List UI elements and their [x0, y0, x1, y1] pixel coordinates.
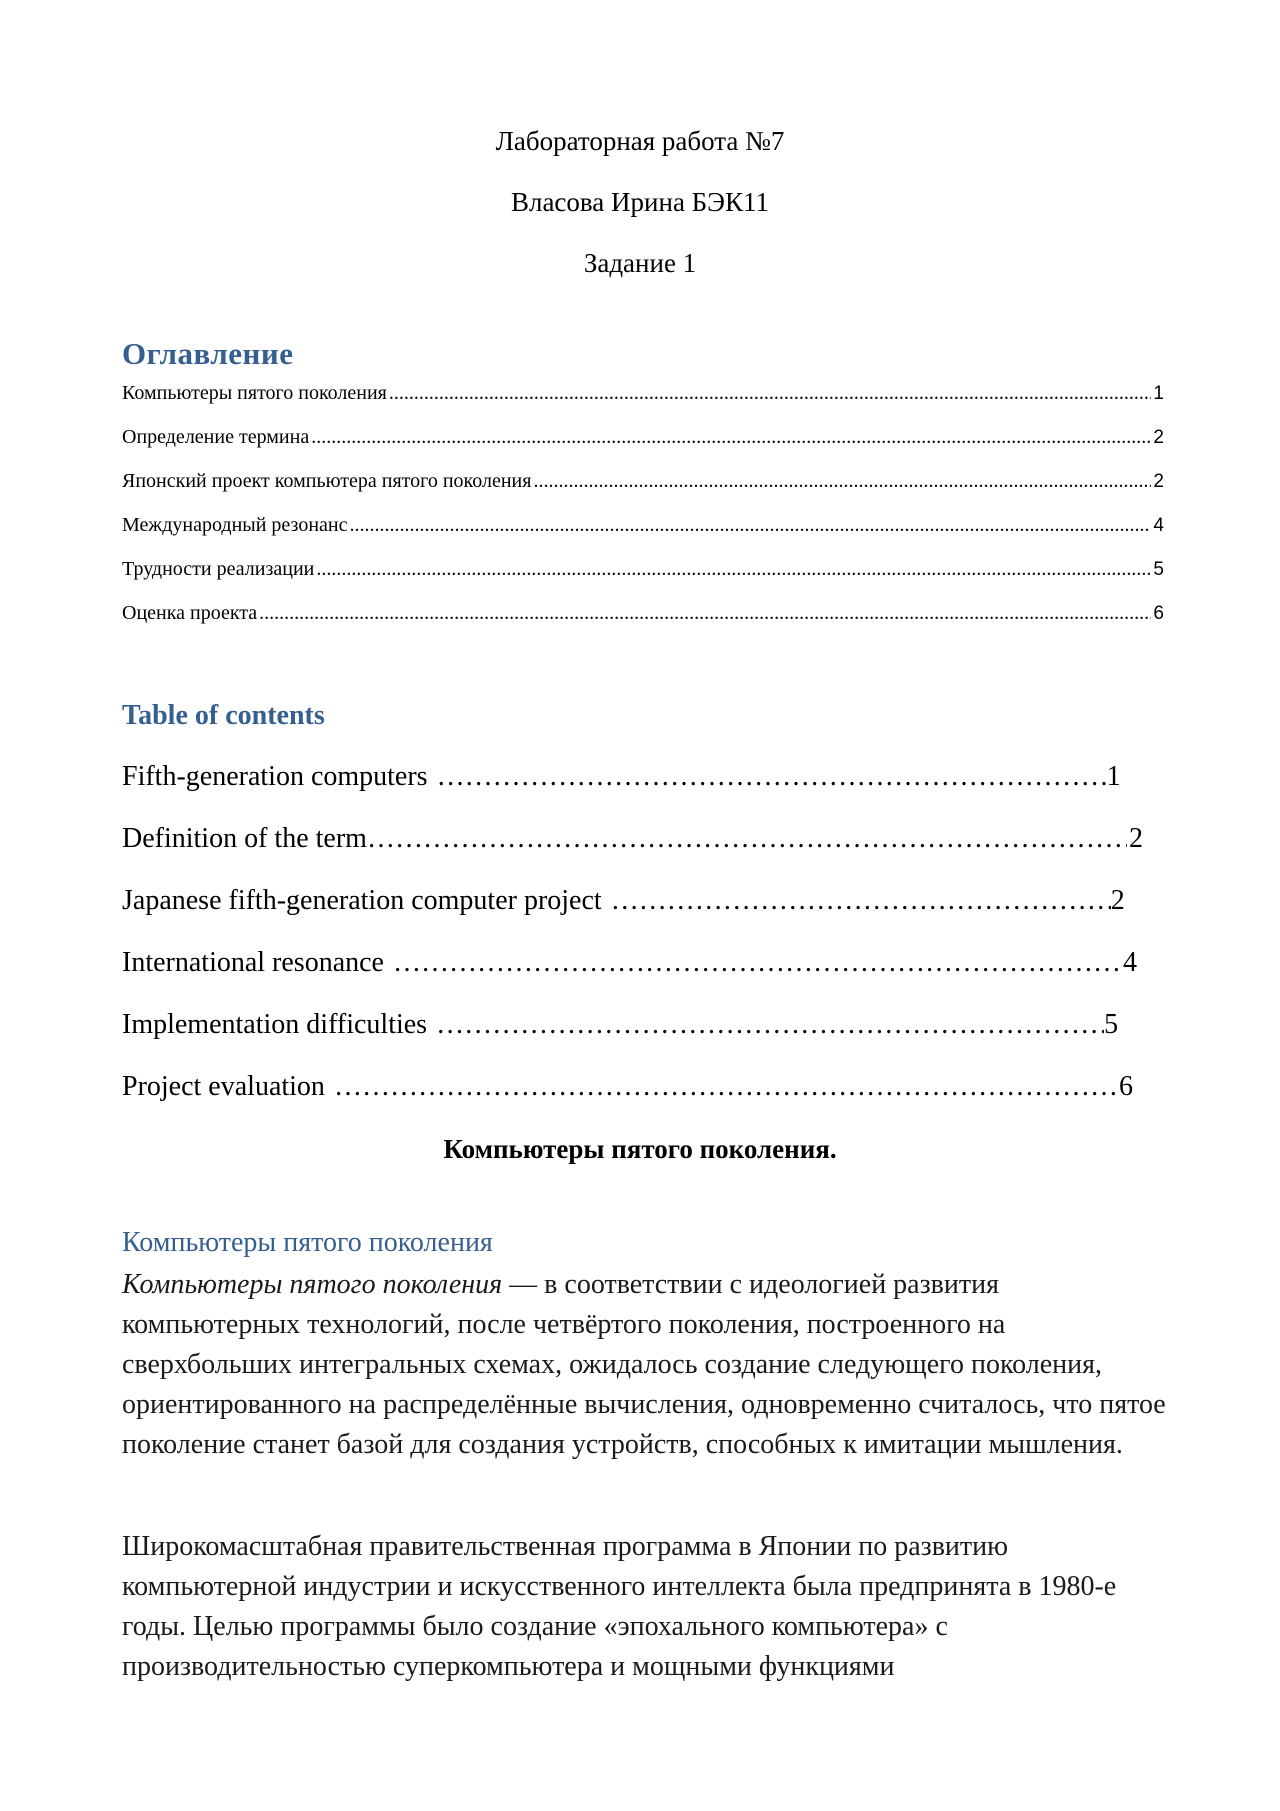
- italic-term: Компьютеры пятого поколения: [122, 1269, 503, 1300]
- toc-en-item[interactable]: [122, 1070, 1167, 1132]
- toc-leader-dots: [259, 600, 1151, 627]
- toc-ru-item[interactable]: [122, 556, 1164, 600]
- toc-ru-item-page: 4: [1153, 515, 1164, 536]
- toc-en-item-page: 6: [1118, 1071, 1133, 1102]
- toc-leader-dots: [437, 760, 1107, 794]
- toc-leader-dots: [436, 1008, 1104, 1042]
- toc-leader-dots: [393, 946, 1123, 980]
- toc-ru-item-label: Трудности реализации: [122, 558, 315, 580]
- toc-en-item[interactable]: [122, 1008, 1167, 1070]
- toc-ru-item-label: Оценка проекта: [122, 602, 258, 624]
- section-subheading: Компьютеры пятого поколения: [122, 1227, 493, 1258]
- toc-ru-item-label: Японский проект компьютера пятого поколения: [122, 470, 532, 492]
- toc-leader-dots: [533, 468, 1151, 495]
- toc-ru-item-page: 1: [1153, 383, 1164, 404]
- toc-en-item[interactable]: [122, 760, 1167, 822]
- lab-title: Лабораторная работа №7: [495, 126, 785, 156]
- toc-ru-item-label: Международный резонанс: [122, 514, 348, 536]
- toc-ru-item-page: 2: [1153, 427, 1164, 448]
- toc-en-item-label: Japanese fifth-generation computer project: [122, 885, 602, 916]
- toc-ru-item[interactable]: [122, 424, 1164, 468]
- toc-ru-item-page: 6: [1153, 603, 1164, 624]
- toc-ru-item[interactable]: [122, 380, 1164, 424]
- toc-ru-list: [122, 380, 1164, 644]
- section-title: Компьютеры пятого поколения.: [443, 1134, 837, 1164]
- body-paragraph: [122, 1265, 1172, 1465]
- toc-leader-dots: [316, 556, 1151, 583]
- author-line: Власова Ирина БЭК11: [510, 187, 770, 217]
- toc-ru-heading: Оглавление: [122, 336, 294, 371]
- toc-en-item[interactable]: [122, 884, 1167, 946]
- toc-ru-item-page: 5: [1153, 559, 1164, 580]
- paragraph-text: — в соответствии с идеологией развития компьютерных технологий, после четвёртого поколения, построенного на сверхбольших интегральных схемах, ожидалось создание следующего поколения, ориентированного на распределённые вычисления, одновременно считалось, что пятое поколение станет базой для создания устройств, способных к имитации мышления.: [122, 1269, 1166, 1460]
- toc-leader-dots: [334, 1070, 1119, 1104]
- toc-leader-dots: [349, 512, 1151, 539]
- toc-ru-item-page: 2: [1153, 471, 1164, 492]
- toc-en-item-label: International resonance: [122, 947, 384, 978]
- toc-en-item-page: 5: [1104, 1009, 1119, 1040]
- task-line: Задание 1: [583, 248, 697, 278]
- toc-en-item-page: 2: [1128, 823, 1143, 854]
- toc-en-item-label: Fifth-generation computers: [122, 761, 428, 792]
- toc-ru-item[interactable]: [122, 600, 1164, 644]
- toc-leader-dots: [311, 424, 1151, 451]
- toc-en-item[interactable]: [122, 946, 1167, 1008]
- toc-ru-item[interactable]: [122, 512, 1164, 556]
- toc-en-item[interactable]: [122, 822, 1167, 884]
- toc-leader-dots: [367, 822, 1127, 856]
- toc-ru-item[interactable]: [122, 468, 1164, 512]
- toc-ru-item-label: Компьютеры пятого поколения: [122, 382, 387, 404]
- toc-en-list: [122, 760, 1167, 1132]
- toc-en-heading: Table of contents: [122, 700, 325, 731]
- toc-leader-dots: [389, 380, 1152, 407]
- body-paragraph: Широкомасштабная правительственная программа в Японии по развитию компьютерной индустрии и искусственного интеллекта была предпринята в 1980-е годы. Целью программы было создание «эпохального компьютера» с производительностью суперкомпьютера и мощными функциями: [122, 1531, 1117, 1682]
- toc-en-item-page: 1: [1106, 761, 1121, 792]
- toc-en-item-page: 2: [1110, 885, 1125, 916]
- toc-en-item-label: Project evaluation: [122, 1071, 325, 1102]
- toc-en-item-label: Definition of the term: [122, 823, 367, 854]
- toc-leader-dots: [611, 884, 1111, 918]
- toc-en-item-page: 4: [1122, 947, 1137, 978]
- toc-en-item-label: Implementation difficulties: [122, 1009, 428, 1040]
- toc-ru-item-label: Определение термина: [122, 426, 310, 448]
